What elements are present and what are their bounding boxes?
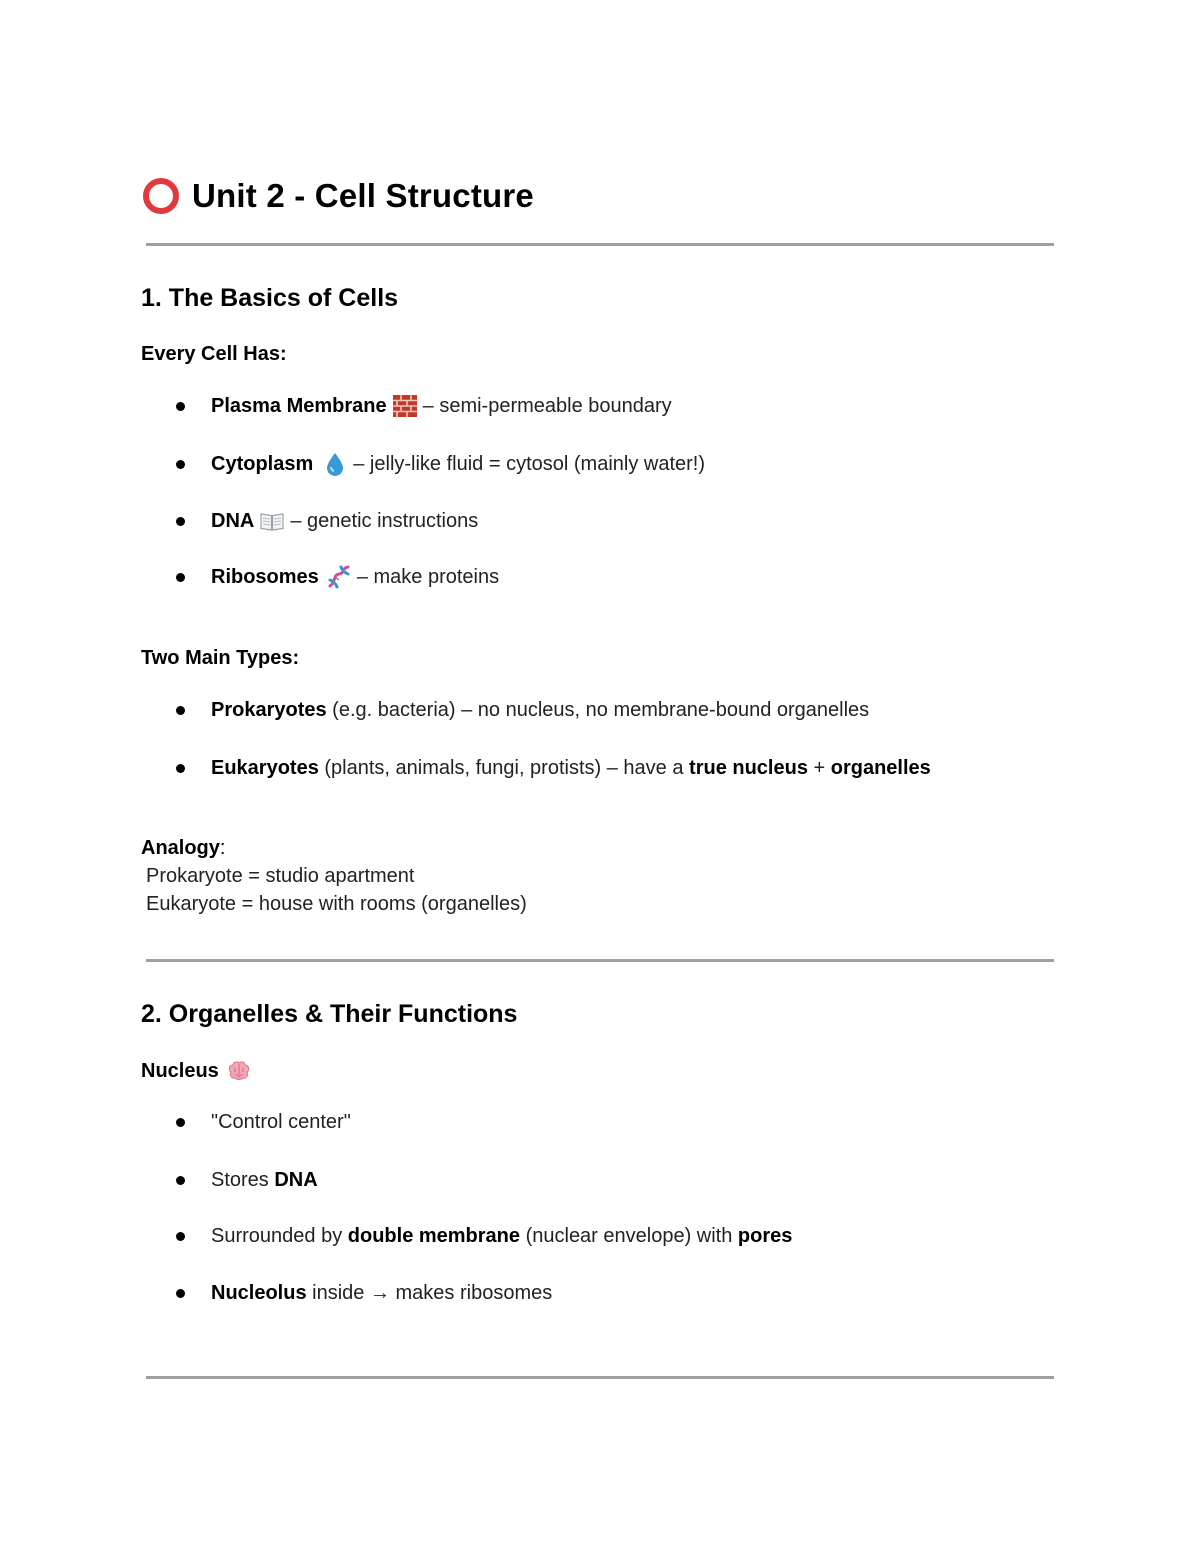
description: inside → makes ribosomes (306, 1281, 553, 1304)
brain-icon (227, 1059, 251, 1083)
bullet-icon (176, 460, 185, 469)
open-book-icon (260, 509, 284, 533)
list-item (176, 1166, 318, 1194)
bold-text: true nucleus (689, 756, 808, 779)
bullet-icon (176, 1118, 185, 1127)
analogy-line: Prokaryote = studio apartment (146, 865, 415, 887)
term: Plasma Membrane (211, 394, 387, 417)
bold-text: Nucleolus (211, 1281, 307, 1304)
description: Stores (211, 1168, 275, 1191)
list-item (176, 754, 931, 782)
list-item (176, 507, 478, 535)
dna-icon (327, 565, 351, 589)
list-item (176, 1108, 351, 1136)
bullet-icon (176, 517, 185, 526)
section-heading: 2. Organelles & Their Functions (141, 1000, 518, 1028)
bold-text: pores (737, 1224, 793, 1247)
bullet-icon (176, 1289, 185, 1298)
description: – jelly-like fluid = cytosol (mainly water!) (353, 452, 706, 475)
term: DNA (211, 509, 255, 532)
bold-text: double membrane (347, 1224, 521, 1247)
term: Eukaryotes (211, 756, 319, 779)
bullet-icon (176, 402, 185, 411)
analogy-line: Eukaryote = house with rooms (organelles) (146, 893, 527, 915)
list-item (176, 1222, 792, 1250)
bullet-icon (176, 764, 185, 773)
droplet-icon (323, 452, 347, 476)
description: Surrounded by (211, 1224, 348, 1247)
description: (nuclear envelope) with (520, 1224, 738, 1247)
list-item (176, 392, 672, 420)
bullet-icon (176, 573, 185, 582)
title-text: Unit 2 - Cell Structure (192, 177, 534, 214)
analogy-colon: : (219, 837, 226, 859)
list-item (176, 696, 869, 724)
description: – make proteins (356, 565, 500, 588)
divider (146, 959, 1054, 962)
brick-icon (393, 394, 417, 418)
page-title (142, 174, 534, 218)
term: Cytoplasm (211, 452, 314, 475)
description: "Control center" (211, 1110, 351, 1133)
bold-text: organelles (830, 756, 931, 779)
analogy-label-text: Analogy (141, 837, 220, 859)
bullet-icon (176, 1176, 185, 1185)
hollow-red-circle-icon (142, 177, 180, 215)
list-item (176, 563, 499, 591)
list-item (176, 450, 705, 478)
analogy-label (141, 837, 225, 860)
bold-text: DNA (274, 1168, 318, 1191)
nucleus-label (141, 1059, 257, 1083)
two-types-label: Two Main Types: (141, 647, 300, 669)
bullet-icon (176, 1232, 185, 1241)
divider (146, 1376, 1054, 1379)
description: – genetic instructions (290, 509, 479, 532)
divider (146, 243, 1054, 246)
description: + (807, 756, 831, 779)
bullet-icon (176, 706, 185, 715)
description: (e.g. bacteria) – no nucleus, no membrane-bound organelles (326, 698, 870, 721)
term: Prokaryotes (211, 698, 327, 721)
term: Ribosomes (211, 565, 319, 588)
description: (plants, animals, fungi, protists) – have a (318, 756, 690, 779)
list-item (176, 1279, 552, 1307)
nucleus-label-text: Nucleus (141, 1059, 219, 1082)
description: – semi-permeable boundary (422, 394, 672, 417)
section-heading: 1. The Basics of Cells (141, 284, 399, 312)
every-cell-label: Every Cell Has: (141, 343, 287, 365)
